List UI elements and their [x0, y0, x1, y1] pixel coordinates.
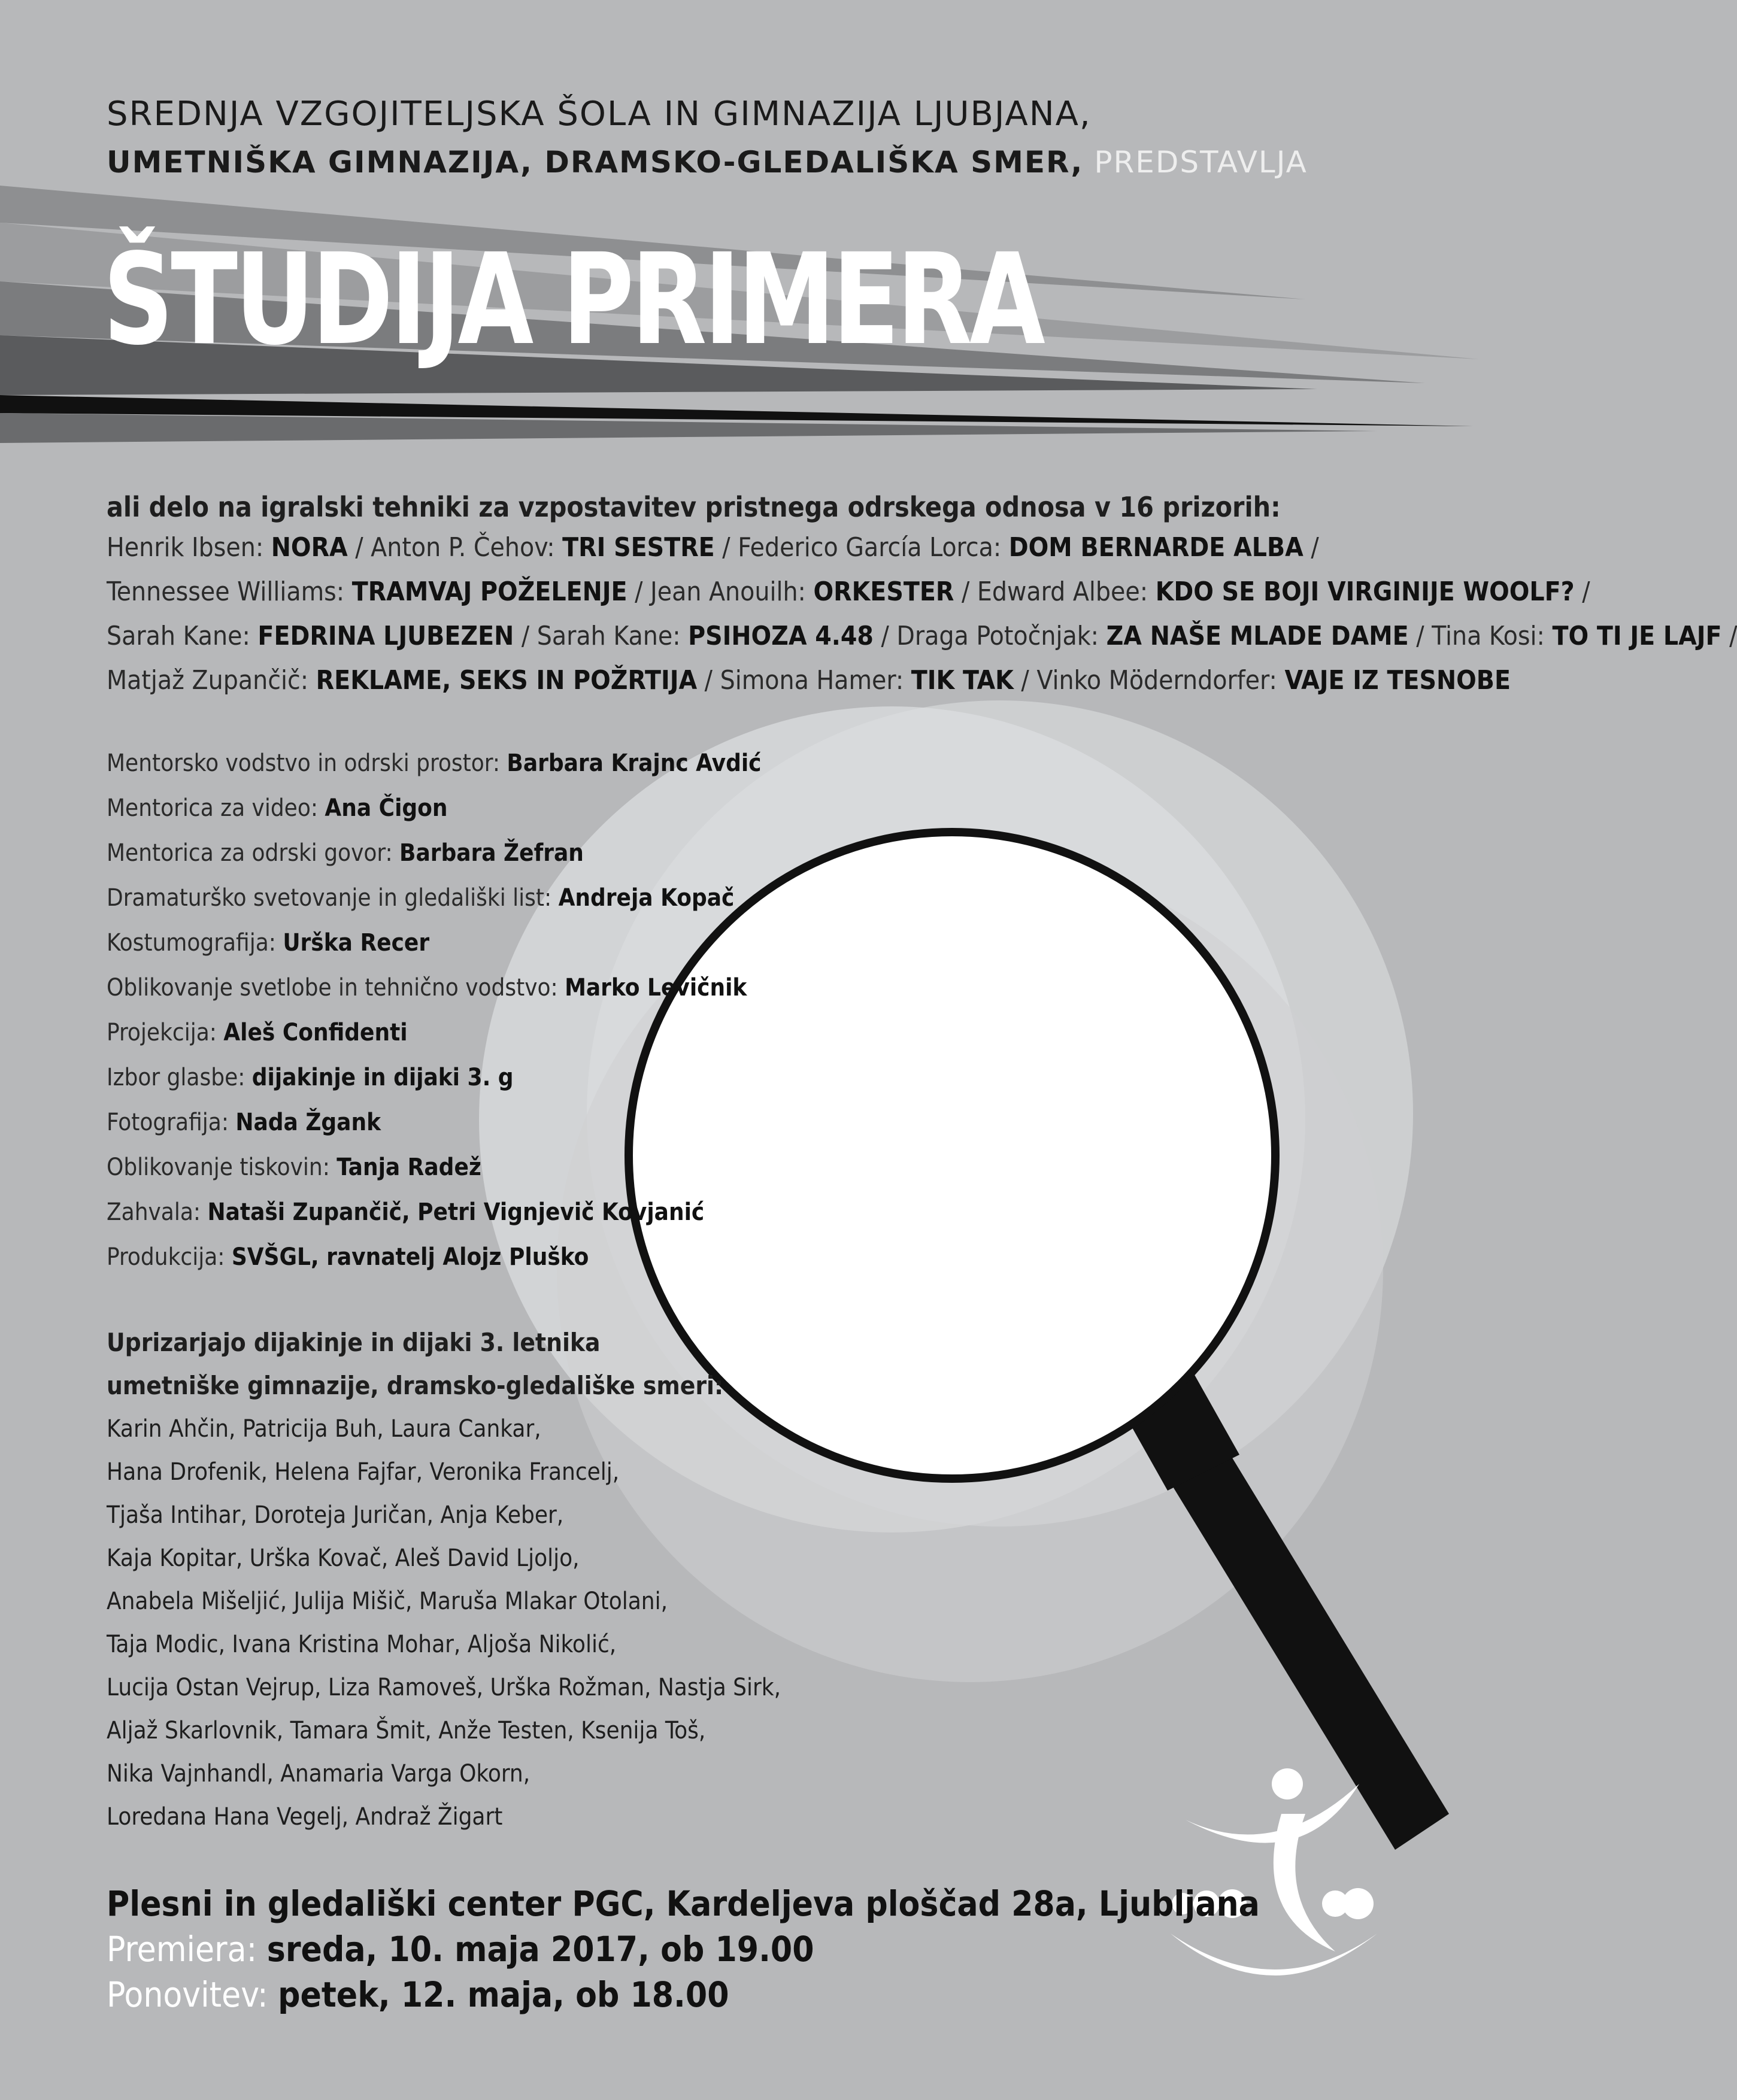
cast-heading-line: Uprizarjajo dijakinje in dijaki 3. letnika — [107, 1328, 601, 1357]
repeat-label: Ponovitev: — [107, 1974, 278, 2015]
premiere-line — [107, 1926, 1260, 1972]
play-author: Henrik Ibsen: — [107, 532, 271, 563]
premiere-date: sreda, 10. maja 2017, ob 19.00 — [266, 1929, 814, 1969]
cast-line: Aljaž Skarlovnik, Tamara Šmit, Anže Testen, Ksenija Toš, — [107, 1717, 706, 1744]
cast-line: Kaja Kopitar, Urška Kovač, Aleš David Ljoljo, — [107, 1544, 580, 1572]
play-title: PSIHOZA 4.48 — [688, 621, 874, 651]
play-title: TRAMVAJ POŽELENJE — [351, 576, 627, 607]
play-author: / Anton P. Čehov: — [347, 532, 563, 563]
credit-role: Projekcija: — [107, 1019, 224, 1046]
cast-line: Hana Drofenik, Helena Fajfar, Veronika Francelj, — [107, 1458, 620, 1486]
credit-line — [107, 876, 761, 921]
play-title: VAJE IZ TESNOBE — [1284, 665, 1511, 696]
play-author: / — [1574, 576, 1590, 607]
credit-role: Kostumografija: — [107, 929, 283, 957]
cast-heading-line: umetniške gimnazije, dramsko-gledališke smeri: — [107, 1371, 724, 1400]
play-author: / Vinko Möderndorfer: — [1013, 665, 1285, 696]
credit-line — [107, 741, 761, 786]
plays-line — [107, 658, 1737, 703]
cast-line: Lucija Ostan Vejrup, Liza Ramoveš, Urška Rožman, Nastja Sirk, — [107, 1674, 781, 1701]
credit-name: Barbara Krajnc Avdić — [507, 749, 762, 777]
play-title: TO TI JE LAJF — [1552, 621, 1722, 651]
play-author: / Tina Kosi: — [1408, 621, 1553, 651]
school-name-line: SREDNJA VZGOJITELJSKA ŠOLA IN GIMNAZIJA LJUBJANA, — [107, 95, 1092, 133]
play-author: / Draga Potočnjak: — [873, 621, 1107, 651]
credit-line — [107, 1145, 761, 1190]
credit-line — [107, 1100, 761, 1145]
credit-role: Mentorsko vodstvo in odrski prostor: — [107, 749, 507, 777]
play-title: REKLAME, SEKS IN POŽRTIJA — [316, 665, 698, 696]
play-author: / Edward Albee: — [954, 576, 1156, 607]
credit-line — [107, 921, 761, 966]
plays-line — [107, 570, 1737, 614]
premiere-label: Premiera: — [107, 1929, 267, 1969]
play-author: / Jean Anouilh: — [627, 576, 814, 607]
play-title: FEDRINA LJUBEZEN — [257, 621, 514, 651]
page-title: ŠTUDIJA PRIMERA — [103, 226, 1043, 373]
program-line — [107, 145, 1308, 180]
credit-role: Fotografija: — [107, 1109, 236, 1136]
play-author: / Sarah Kane: — [514, 621, 689, 651]
credit-name: SVŠGL, ravnatelj Alojz Pluško — [231, 1243, 589, 1271]
cast-heading — [107, 1321, 723, 1407]
credit-line — [107, 1235, 761, 1280]
credit-role: Dramaturško svetovanje in gledališki list: — [107, 884, 559, 912]
play-author: / — [1721, 621, 1737, 651]
credit-line — [107, 1010, 761, 1055]
venue-block — [107, 1881, 1260, 2017]
play-author: / — [1303, 532, 1319, 563]
cast-line: Karin Ahčin, Patricija Buh, Laura Cankar, — [107, 1415, 541, 1443]
play-title: TRI SESTRE — [562, 532, 715, 563]
plays-line — [107, 526, 1737, 570]
plays-line — [107, 614, 1737, 658]
play-author: / Simona Hamer: — [697, 665, 911, 696]
credit-role: Mentorica za odrski govor: — [107, 839, 400, 867]
credit-name: dijakinje in dijaki 3. g — [251, 1064, 514, 1091]
play-title: TIK TAK — [911, 665, 1014, 696]
cast-line: Anabela Mišeljić, Julija Mišič, Maruša Mlakar Otolani, — [107, 1588, 668, 1615]
credit-line — [107, 966, 761, 1010]
play-title: DOM BERNARDE ALBA — [1008, 532, 1303, 563]
play-author: Sarah Kane: — [107, 621, 258, 651]
credit-line — [107, 786, 761, 831]
credit-role: Izbor glasbe: — [107, 1064, 252, 1091]
credit-name: Andreja Kopač — [558, 884, 735, 912]
credit-role: Zahvala: — [107, 1198, 208, 1226]
credit-name: Barbara Žefran — [399, 839, 584, 867]
credit-name: Nataši Zupančič, Petri Vignjevič Kovjanić — [207, 1198, 705, 1226]
cast-line: Nika Vajnhandl, Anamaria Varga Okorn, — [107, 1760, 531, 1788]
play-title: KDO SE BOJI VIRGINIJE WOOLF? — [1155, 576, 1575, 607]
credit-name: Nada Žgank — [235, 1109, 381, 1136]
cast-line: Tjaša Intihar, Doroteja Juričan, Anja Keber, — [107, 1501, 564, 1529]
credit-name: Aleš Confidenti — [223, 1019, 408, 1046]
credit-role: Oblikovanje tiskovin: — [107, 1154, 337, 1181]
play-author: Matjaž Zupančič: — [107, 665, 316, 696]
play-title: ORKESTER — [813, 576, 954, 607]
credits-list — [107, 741, 761, 1280]
venue-place: Plesni in gledališki center PGC, Kardeljeva ploščad 28a, Ljubljana — [107, 1883, 1260, 1924]
credit-line — [107, 831, 761, 876]
subtitle: ali delo na igralski tehniki za vzpostavitev pristnega odrskega odnosa v 16 prizorih: — [107, 491, 1281, 523]
play-author: / Federico García Lorca: — [714, 532, 1009, 563]
credit-name: Marko Levičnik — [565, 974, 747, 1002]
play-title: ZA NAŠE MLADE DAME — [1106, 621, 1409, 651]
cast-line: Loredana Hana Vegelj, Andraž Žigart — [107, 1803, 503, 1831]
program-name: UMETNIŠKA GIMNAZIJA, DRAMSKO-GLEDALIŠKA SMER, — [107, 145, 1084, 180]
credit-role: Produkcija: — [107, 1243, 232, 1271]
presents-label: PREDSTAVLJA — [1083, 145, 1308, 180]
repeat-date: petek, 12. maja, ob 18.00 — [278, 1974, 729, 2015]
plays-list — [107, 526, 1737, 703]
play-author: Tennessee Williams: — [107, 576, 352, 607]
credit-role: Oblikovanje svetlobe in tehnično vodstvo: — [107, 974, 565, 1002]
credit-name: Tanja Radež — [337, 1154, 481, 1181]
credit-role: Mentorica za video: — [107, 794, 325, 822]
credit-line — [107, 1055, 761, 1100]
cast-list — [107, 1407, 781, 1838]
credit-name: Ana Čigon — [325, 794, 448, 822]
credit-line — [107, 1190, 761, 1235]
play-title: NORA — [271, 532, 348, 563]
cast-line: Taja Modic, Ivana Kristina Mohar, Aljoša Nikolić, — [107, 1631, 617, 1658]
repeat-line — [107, 1972, 1260, 2017]
credit-name: Urška Recer — [283, 929, 430, 957]
